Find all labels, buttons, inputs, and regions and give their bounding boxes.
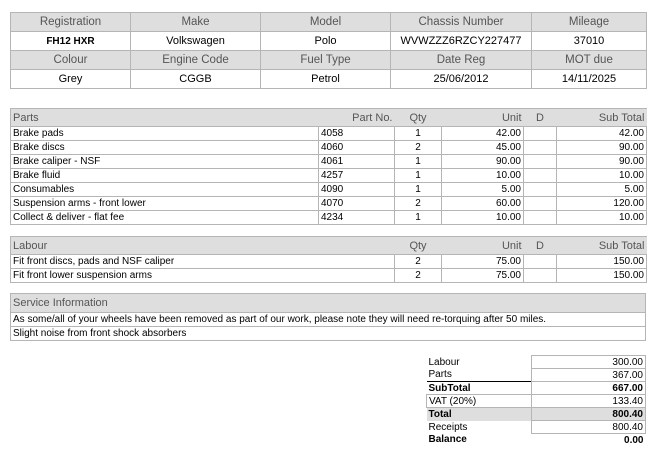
parts-title: Parts: [11, 109, 319, 127]
table-row: [11, 197, 647, 211]
labour-table: [10, 236, 647, 283]
vehicle-details-table: [10, 12, 647, 89]
colour-header: Colour: [11, 51, 131, 70]
subtotal-value: 667.00: [531, 382, 646, 395]
part-description: Consumables: [11, 183, 319, 197]
service-information-title: Service Information: [11, 294, 646, 313]
labour-discount: [524, 255, 557, 269]
part-quantity: 2: [395, 197, 442, 211]
fuel-type-value: Petrol: [261, 70, 391, 89]
part-quantity: 1: [395, 155, 442, 169]
parts-total-value: 367.00: [531, 369, 646, 382]
part-unit-price: 45.00: [442, 141, 524, 155]
part-unit-price: 5.00: [442, 183, 524, 197]
balance-row: [427, 434, 646, 447]
labour-discount: [524, 269, 557, 283]
vat-label: VAT (20%): [427, 395, 532, 408]
table-row: [11, 255, 647, 269]
part-quantity: 1: [395, 183, 442, 197]
table-row: [11, 127, 647, 141]
labour-title: Labour: [11, 237, 395, 255]
labour-quantity: 2: [395, 269, 442, 283]
parts-total-label: Parts: [428, 369, 452, 381]
mot-due-value: 14/11/2025: [532, 70, 647, 89]
part-number: 4061: [319, 155, 395, 169]
subtotal-label: SubTotal: [427, 382, 532, 395]
part-subtotal: 90.00: [557, 155, 647, 169]
part-description: Brake pads: [11, 127, 319, 141]
part-no-header: Part No.: [319, 109, 395, 127]
part-quantity: 1: [395, 127, 442, 141]
balance-label: Balance: [428, 434, 467, 446]
parts-total-row: [427, 369, 646, 382]
vehicle-header-row-1: [11, 13, 647, 32]
registration-value: FH12 HXR: [11, 32, 131, 51]
total-label: Total: [427, 408, 532, 421]
part-unit-price: 10.00: [442, 169, 524, 183]
unit-header: Unit: [442, 237, 524, 255]
mileage-header: Mileage: [532, 13, 647, 32]
engine-code-header: Engine Code: [131, 51, 261, 70]
labour-subtotal: 150.00: [557, 255, 647, 269]
unit-header: Unit: [442, 109, 524, 127]
chassis-header: Chassis Number: [391, 13, 532, 32]
part-description: Collect & deliver - flat fee: [11, 211, 319, 225]
part-number: 4058: [319, 127, 395, 141]
part-number: 4070: [319, 197, 395, 211]
subtotal-row: [427, 382, 646, 395]
part-number: 4060: [319, 141, 395, 155]
part-discount: [524, 197, 557, 211]
table-row: [11, 169, 647, 183]
table-row: [11, 183, 647, 197]
part-discount: [524, 211, 557, 225]
subtotal-header: Sub Total: [557, 237, 647, 255]
receipts-label: Receipts: [428, 421, 468, 433]
part-number: 4090: [319, 183, 395, 197]
part-unit-price: 90.00: [442, 155, 524, 169]
vat-row: [427, 395, 646, 408]
mot-due-header: MOT due: [532, 51, 647, 70]
service-line: Slight noise from front shock absorbers: [11, 327, 646, 341]
vehicle-value-row-1: [11, 32, 647, 51]
part-description: Suspension arms - front lower: [11, 197, 319, 211]
parts-header-row: [11, 109, 647, 127]
part-subtotal: 120.00: [557, 197, 647, 211]
qty-header: Qty: [395, 237, 442, 255]
labour-description: Fit front lower suspension arms: [11, 269, 395, 283]
part-description: Brake fluid: [11, 169, 319, 183]
part-discount: [524, 155, 557, 169]
model-header: Model: [261, 13, 391, 32]
date-reg-header: Date Reg: [391, 51, 532, 70]
total-value: 800.40: [531, 408, 646, 421]
make-value: Volkswagen: [131, 32, 261, 51]
labour-subtotal: 150.00: [557, 269, 647, 283]
total-row: [427, 408, 646, 421]
labour-unit-price: 75.00: [442, 269, 524, 283]
part-unit-price: 42.00: [442, 127, 524, 141]
part-quantity: 2: [395, 141, 442, 155]
qty-header: Qty: [395, 109, 442, 127]
labour-quantity: 2: [395, 255, 442, 269]
totals-table: [426, 355, 646, 446]
receipts-row: [427, 421, 646, 434]
engine-code-value: CGGB: [131, 70, 261, 89]
part-discount: [524, 183, 557, 197]
service-information-table: [10, 293, 646, 341]
registration-header: Registration: [11, 13, 131, 32]
part-discount: [524, 169, 557, 183]
table-row: [11, 211, 647, 225]
parts-table: [10, 108, 647, 225]
part-discount: [524, 127, 557, 141]
labour-total-label: Labour: [428, 356, 460, 368]
part-unit-price: 10.00: [442, 211, 524, 225]
model-value: Polo: [261, 32, 391, 51]
part-subtotal: 10.00: [557, 211, 647, 225]
labour-total-row: [427, 356, 646, 369]
part-subtotal: 42.00: [557, 127, 647, 141]
labour-total-value: 300.00: [531, 356, 646, 369]
table-row: [11, 141, 647, 155]
make-header: Make: [131, 13, 261, 32]
part-unit-price: 60.00: [442, 197, 524, 211]
date-reg-value: 25/06/2012: [391, 70, 532, 89]
service-line: As some/all of your wheels have been removed as part of our work, please note they will need re-torquing after 50 miles.: [11, 313, 646, 327]
labour-unit-price: 75.00: [442, 255, 524, 269]
vat-value: 133.40: [531, 395, 646, 408]
fuel-type-header: Fuel Type: [261, 51, 391, 70]
chassis-value: WVWZZZ6RZCY227477: [391, 32, 532, 51]
part-quantity: 1: [395, 211, 442, 225]
part-subtotal: 10.00: [557, 169, 647, 183]
colour-value: Grey: [11, 70, 131, 89]
receipts-value: 800.40: [531, 421, 646, 434]
part-subtotal: 5.00: [557, 183, 647, 197]
table-row: [11, 269, 647, 283]
labour-description: Fit front discs, pads and NSF caliper: [11, 255, 395, 269]
balance-value: 0.00: [624, 434, 644, 446]
discount-header: D: [524, 109, 557, 127]
part-subtotal: 90.00: [557, 141, 647, 155]
mileage-value: 37010: [532, 32, 647, 51]
vehicle-value-row-2: [11, 70, 647, 89]
part-number: 4257: [319, 169, 395, 183]
part-discount: [524, 141, 557, 155]
part-quantity: 1: [395, 169, 442, 183]
part-description: Brake caliper - NSF: [11, 155, 319, 169]
vehicle-header-row-2: [11, 51, 647, 70]
part-number: 4234: [319, 211, 395, 225]
part-description: Brake discs: [11, 141, 319, 155]
labour-header-row: [11, 237, 647, 255]
discount-header: D: [524, 237, 557, 255]
subtotal-header: Sub Total: [557, 109, 647, 127]
table-row: [11, 155, 647, 169]
